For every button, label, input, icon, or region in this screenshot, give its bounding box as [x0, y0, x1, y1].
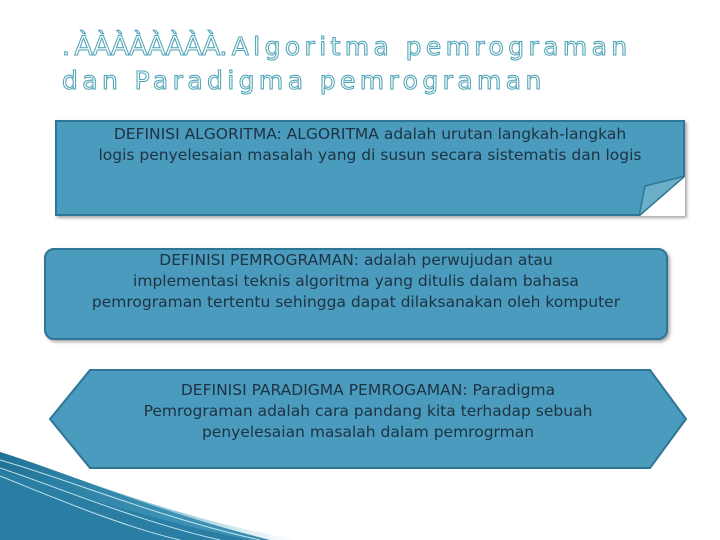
definition-line: DEFINISI PARADIGMA PEMROGAMAN: Paradigma	[180, 381, 556, 399]
definition-line: Pemrograman adalah cara pandang kita terhadap sebuah	[143, 402, 593, 420]
definition-text-paradigma	[86, 380, 650, 443]
title-line-1-text: .Algoritma pemrograman	[219, 32, 632, 61]
definition-box-algoritma	[55, 120, 685, 216]
definition-line: logis penyelesaian masalah yang di susun secara sistematis dan logis	[98, 146, 642, 164]
definition-box-pemrograman	[44, 248, 668, 340]
definition-line: DEFINISI ALGORITMA: ALGORITMA adalah urutan langkah-langkah	[113, 125, 627, 143]
definition-line: penyelesaian masalah dalam pemrogrman	[201, 423, 535, 441]
title-garbled-glyphs: ÀÀÀÀÀÀÀÀ	[74, 31, 220, 62]
title-prefix: .	[62, 32, 75, 61]
definition-line: DEFINISI PEMROGRAMAN: adalah perwujudan atau	[159, 251, 553, 269]
slide-title	[62, 30, 702, 98]
definition-line: implementasi teknis algoritma yang ditulis dalam bahasa	[133, 272, 579, 290]
title-line-1	[62, 30, 702, 64]
definition-line: pemrograman tertentu sehingga dapat dilaksanakan oleh komputer	[91, 293, 621, 311]
folded-corner-shape	[639, 176, 685, 216]
decorative-swoosh	[0, 450, 720, 540]
definition-text-pemrograman	[46, 250, 666, 313]
definition-text-algoritma	[57, 124, 683, 166]
title-line-2: dan Paradigma pemrograman	[62, 66, 546, 95]
